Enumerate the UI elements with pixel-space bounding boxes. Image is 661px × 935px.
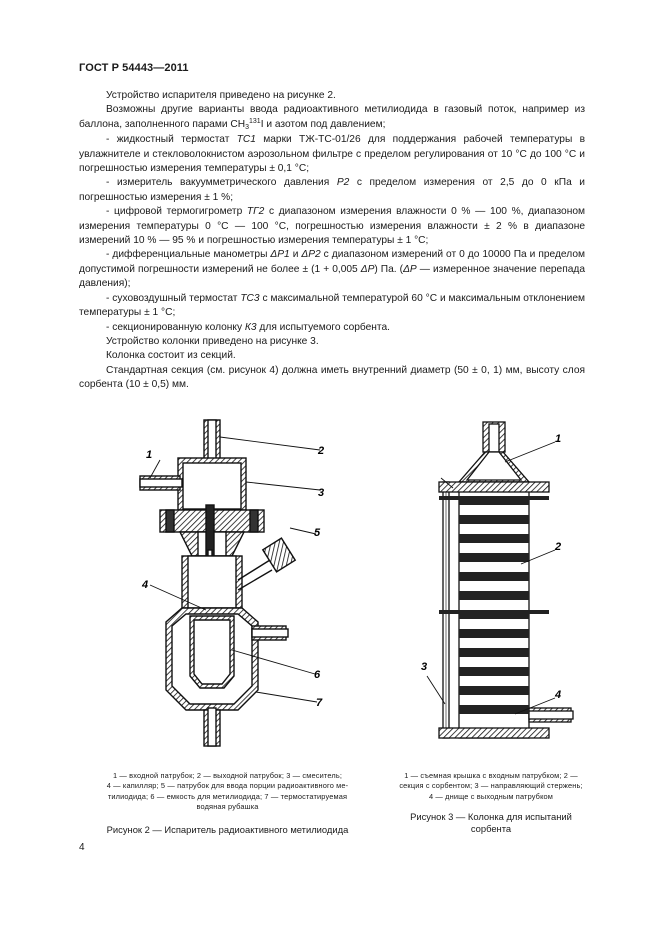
page-number: 4 (79, 842, 85, 853)
figure-3-legend: 1 — съемная крышка с входным патрубком; 2 — секция с сорбентом; 3 — направляющий стержень; 4 — днище с выходным патрубком (399, 771, 583, 801)
paragraph: Возможны другие варианты ввода радиоактивного метилиодида в газовый поток, например из баллона, заполненного парами $СН_3^{131}I$ и азотом под давлением; (79, 104, 585, 131)
figure-2-label-1: 1 (146, 449, 153, 461)
paragraph: Устройство колонки приведено на рисунке 3. (106, 335, 319, 347)
figure-2-label-6: 6 (314, 669, 321, 681)
figure-2-label-5: 5 (314, 527, 321, 539)
figure-2-label-7: 7 (316, 697, 323, 709)
figure-2-drawing (120, 410, 340, 755)
paragraph: - дифференциальные манометры ΔР1 и ΔР2 с диапазоном измерений от 0 до 10000 Па и пределом допустимой погрешности измерений не более ± (1 + 0,005 ΔР) Па. (ΔР — измеренное значение перепада давления); (79, 249, 585, 290)
figure-3-caption: Рисунок 3 — Колонка для испытаний сорбента (410, 811, 572, 834)
paragraph: Стандартная секция (см. рисунок 4) должна иметь внутренний диаметр (50 ± 0, 1) мм, высоту слоя сорбента (10 ± 0,5) мм. (79, 364, 585, 391)
figure-2-label-2: 2 (318, 445, 325, 457)
figure-3-label-1: 1 (555, 433, 562, 445)
paragraph: - цифровой термогигрометр ТГ2 с диапазоном измерения влажности 0 % — 100 %, диапазоном измерения температуры 0 °С — 100 °С, погрешностью измерения влажности ± 2 % в диапазоне измерений 10 % — 95 % и погрешностью измерения температуры ± 1 °С; (79, 206, 586, 247)
figure-2-label-3: 3 (318, 487, 325, 499)
figure-3-label-4: 4 (555, 689, 562, 701)
paragraph: - измеритель вакуумметрического давления Р2 с пределом измерения от 2,5 до 0 кПа и погрешностью измерения ± 1 %; (79, 177, 585, 203)
paragraph: - суховоздушный термостат ТС3 с максимальной температурой 60 °С и максимальным отклонением температуры ± 1 °С; (79, 292, 585, 319)
figure-2-legend: 1 — входной патрубок; 2 — выходной патрубок; 3 — смеситель; 4 — капилляр; 5 — патрубок для ввода порции радиоактивного ме- тилиодида; 6 — емкость для метилиодида; 7 — термостатируемая водяная рубашка (106, 771, 349, 812)
paragraph: Колонка состоит из секций. (106, 350, 236, 362)
paragraph: Устройство испарителя приведено на рисунке 2. (106, 90, 336, 101)
paragraph: - секционированную колонку К3 для испытуемого сорбента. (106, 321, 390, 333)
document-header: ГОСТ Р 54443—2011 (79, 62, 189, 74)
figure-2-label-4: 4 (142, 579, 149, 591)
figure-3-label-3: 3 (421, 661, 428, 673)
figure-3-drawing (405, 408, 590, 753)
figure-3-label-2: 2 (555, 541, 562, 553)
figure-2-caption: Рисунок 2 — Испаритель радиоактивного метилиодида (106, 824, 349, 835)
paragraph: - жидкостный термостат ТС1 марки ТЖ-ТС-01/26 для поддержания рабочей температуры в увлажнителе и стекловолокнистом аэрозольном фильтре с пределом регулирования от 10 °С до 100 °С и погрешностью измерения температуры ± 0,1 °С; (79, 134, 585, 175)
body-text (79, 89, 585, 393)
